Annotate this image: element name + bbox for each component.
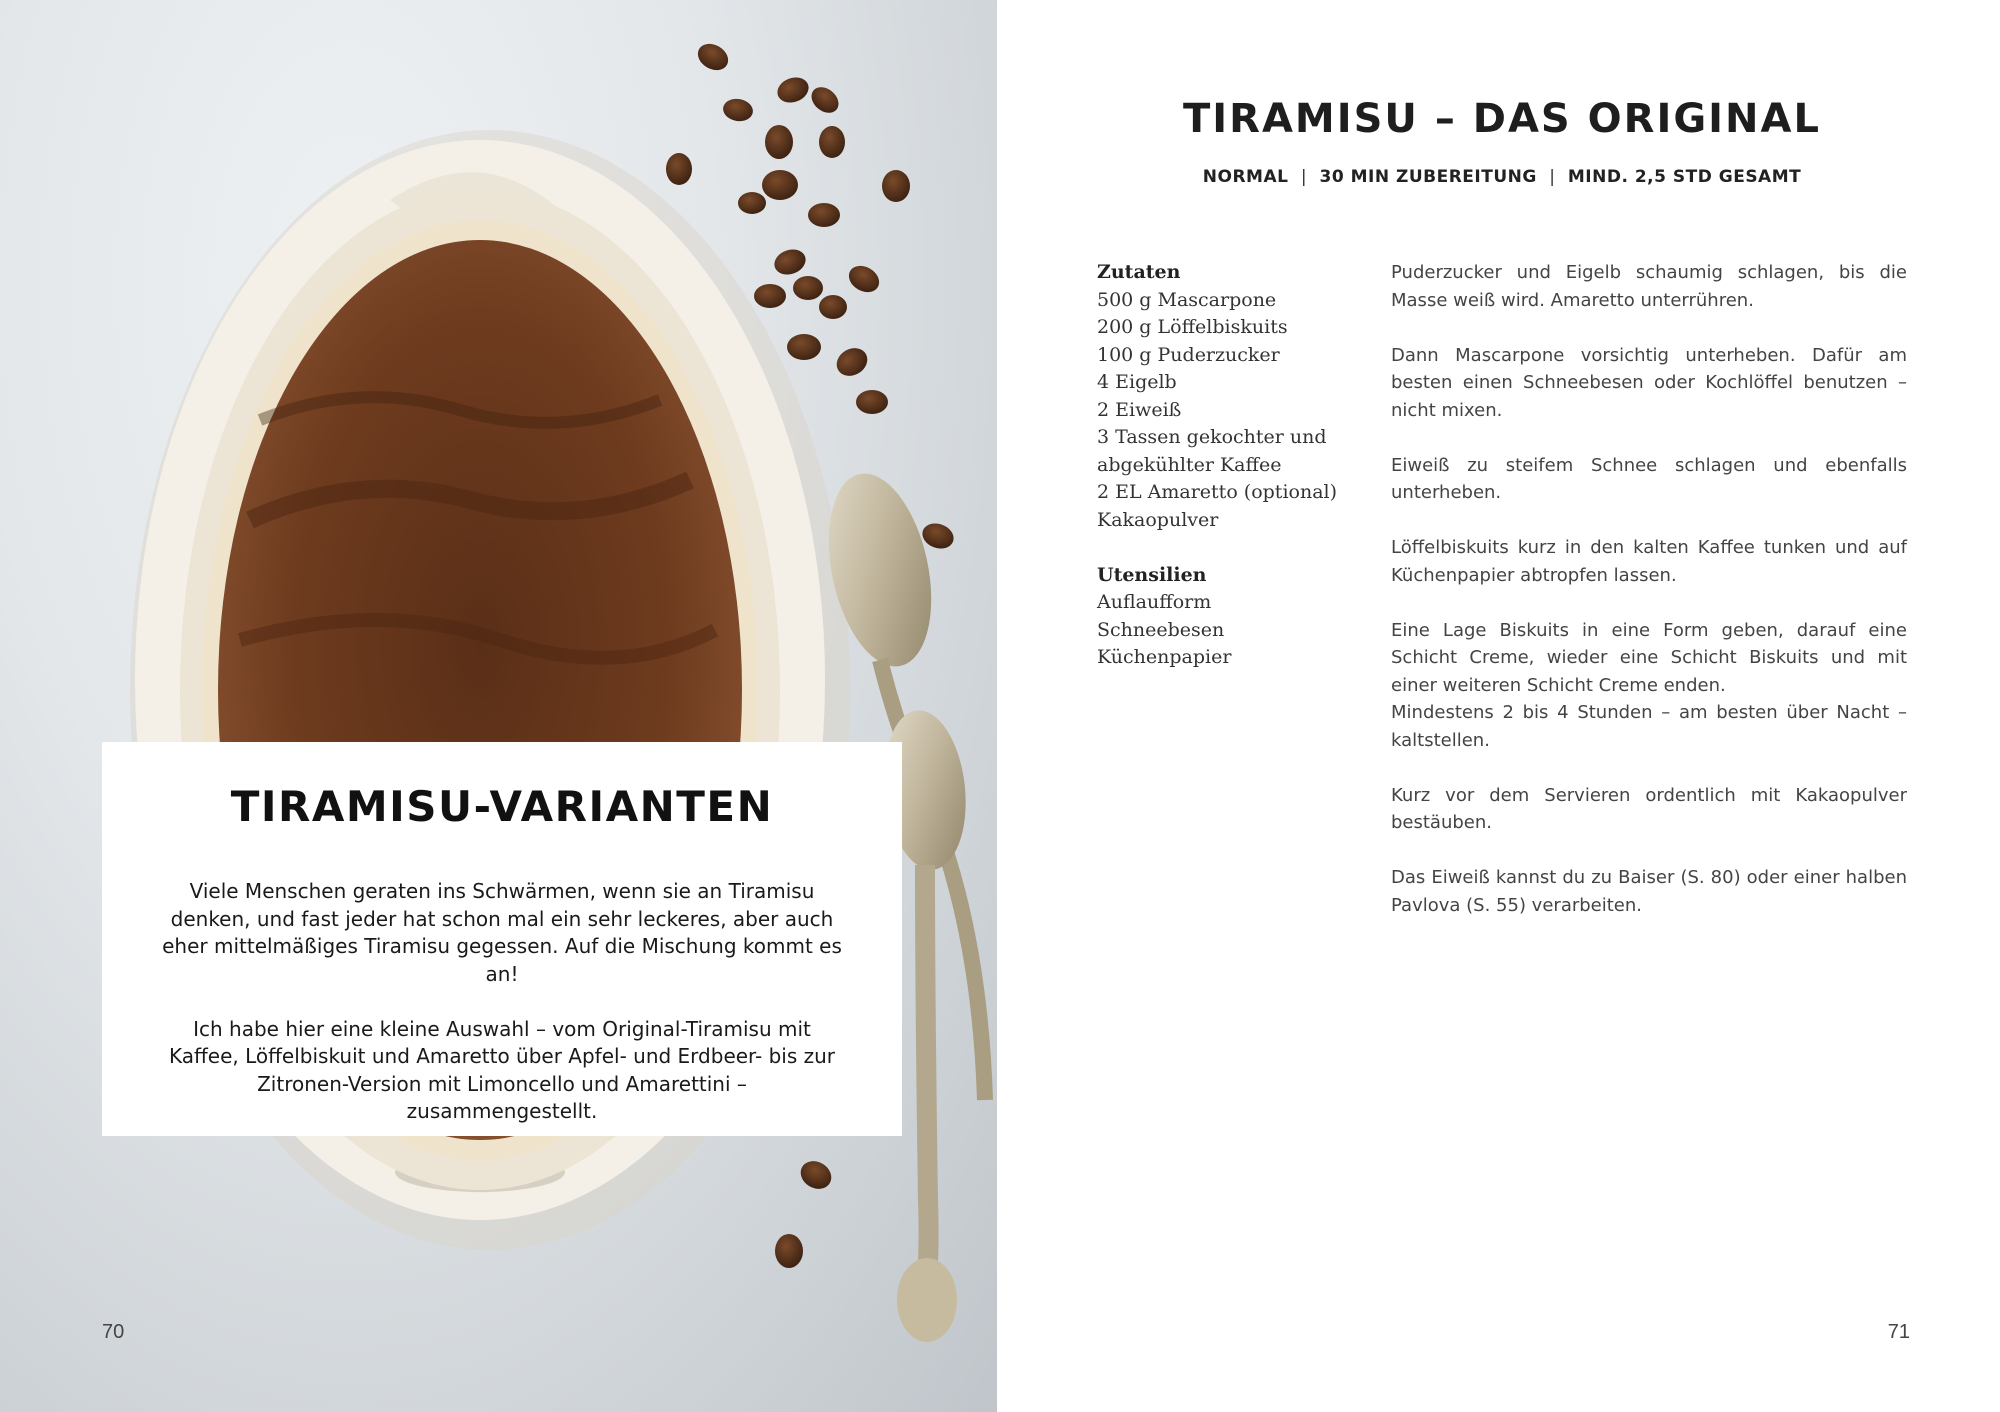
left-page: [0, 0, 997, 1412]
instruction-step: Eine Lage Biskuits in eine Form geben, darauf eine Schicht Creme, wieder eine Schicht Biskuits und mit einer weiteren Schicht Creme enden.: [1391, 619, 1907, 696]
instruction-step: Dann Mascarpone vorsichtig unterheben. Dafür am besten einen Schneebesen oder Kochlöffel benutzen – nicht mixen.: [1391, 344, 1907, 421]
instruction-step: Puderzucker und Eigelb schaumig schlagen, bis die Masse weiß wird. Amaretto unterrühren.: [1391, 262, 1907, 311]
card-text: [162, 878, 842, 1153]
recipe-meta: [997, 167, 2000, 187]
instruction-step: Eiweiß zu steifem Schnee schlagen und ebenfalls unterheben.: [1391, 454, 1907, 503]
tiramisu-photo: [0, 0, 997, 1412]
ingredient-item: 2 EL Amaretto (optional): [1097, 481, 1338, 503]
ingredient-item: 4 Eigelb: [1097, 371, 1177, 393]
tool-item: Auflaufform: [1097, 591, 1212, 613]
total-time: MIND. 2,5 STD GESAMT: [1567, 167, 1802, 187]
tools-heading: Utensilien: [1097, 563, 1207, 586]
instructions-column: [1391, 259, 1907, 947]
tools-list: [1097, 589, 1357, 672]
card-paragraph: Ich habe hier eine kleine Auswahl – vom Original-Tiramisu mit Kaffee, Löffelbiskuit und Amaretto über Apfel- und Erdbeer- bis zur Zitronen-Version mit Limoncello und Amarettini – zusammengestellt.: [168, 1016, 835, 1123]
card-title: TIRAMISU-VARIANTEN: [230, 782, 774, 831]
instruction-step: Mindestens 2 bis 4 Stunden – am besten über Nacht – kaltstellen.: [1391, 702, 1907, 751]
page-number-right: 71: [1887, 1321, 1910, 1343]
meta-separator: |: [1549, 167, 1556, 187]
tool-item: Küchenpapier: [1097, 646, 1232, 668]
page-number-left: 70: [102, 1321, 125, 1343]
prep-time: 30 MIN ZUBEREITUNG: [1319, 167, 1537, 187]
ingredient-item: Kakaopulver: [1097, 508, 1219, 531]
ingredient-item: 2 Eiweiß: [1097, 398, 1182, 421]
ingredients-list: [1097, 287, 1357, 535]
ingredient-item: 3 Tassen gekochter und abgekühlter Kaffee: [1097, 426, 1327, 476]
instruction-step: Löffelbiskuits kurz in den kalten Kaffee tunken und auf Küchenpapier abtropfen lassen.: [1391, 537, 1907, 586]
ingredients-column: [1097, 259, 1357, 672]
card-paragraph: Viele Menschen geraten ins Schwärmen, wenn sie an Tiramisu denken, und fast jeder hat schon mal ein sehr leckeres, aber auch eher mittelmäßiges Tiramisu gegessen. Auf die Mischung kommt es an!: [162, 879, 842, 986]
ingredients-heading: Zutaten: [1097, 261, 1181, 283]
ingredient-item: 100 g Puderzucker: [1097, 343, 1280, 366]
instruction-step: Das Eiweiß kannst du zu Baiser (S. 80) oder einer halben Pavlova (S. 55) verarbeiten.: [1391, 867, 1907, 916]
instruction-step: Kurz vor dem Servieren ordentlich mit Kakaopulver bestäuben.: [1391, 784, 1907, 833]
right-page: [997, 0, 2000, 1412]
tool-item: Schneebesen: [1097, 618, 1225, 641]
ingredient-item: 200 g Löffelbiskuits: [1097, 316, 1288, 338]
recipe-title: TIRAMISU – DAS ORIGINAL: [1183, 96, 1821, 142]
ingredient-item: 500 g Mascarpone: [1097, 288, 1277, 311]
tiramisu-variants-card: [102, 742, 902, 1136]
tools-block: [1097, 562, 1357, 672]
meta-separator: |: [1300, 167, 1308, 187]
difficulty: NORMAL: [1202, 167, 1289, 187]
ingredients-block: [1097, 259, 1357, 534]
